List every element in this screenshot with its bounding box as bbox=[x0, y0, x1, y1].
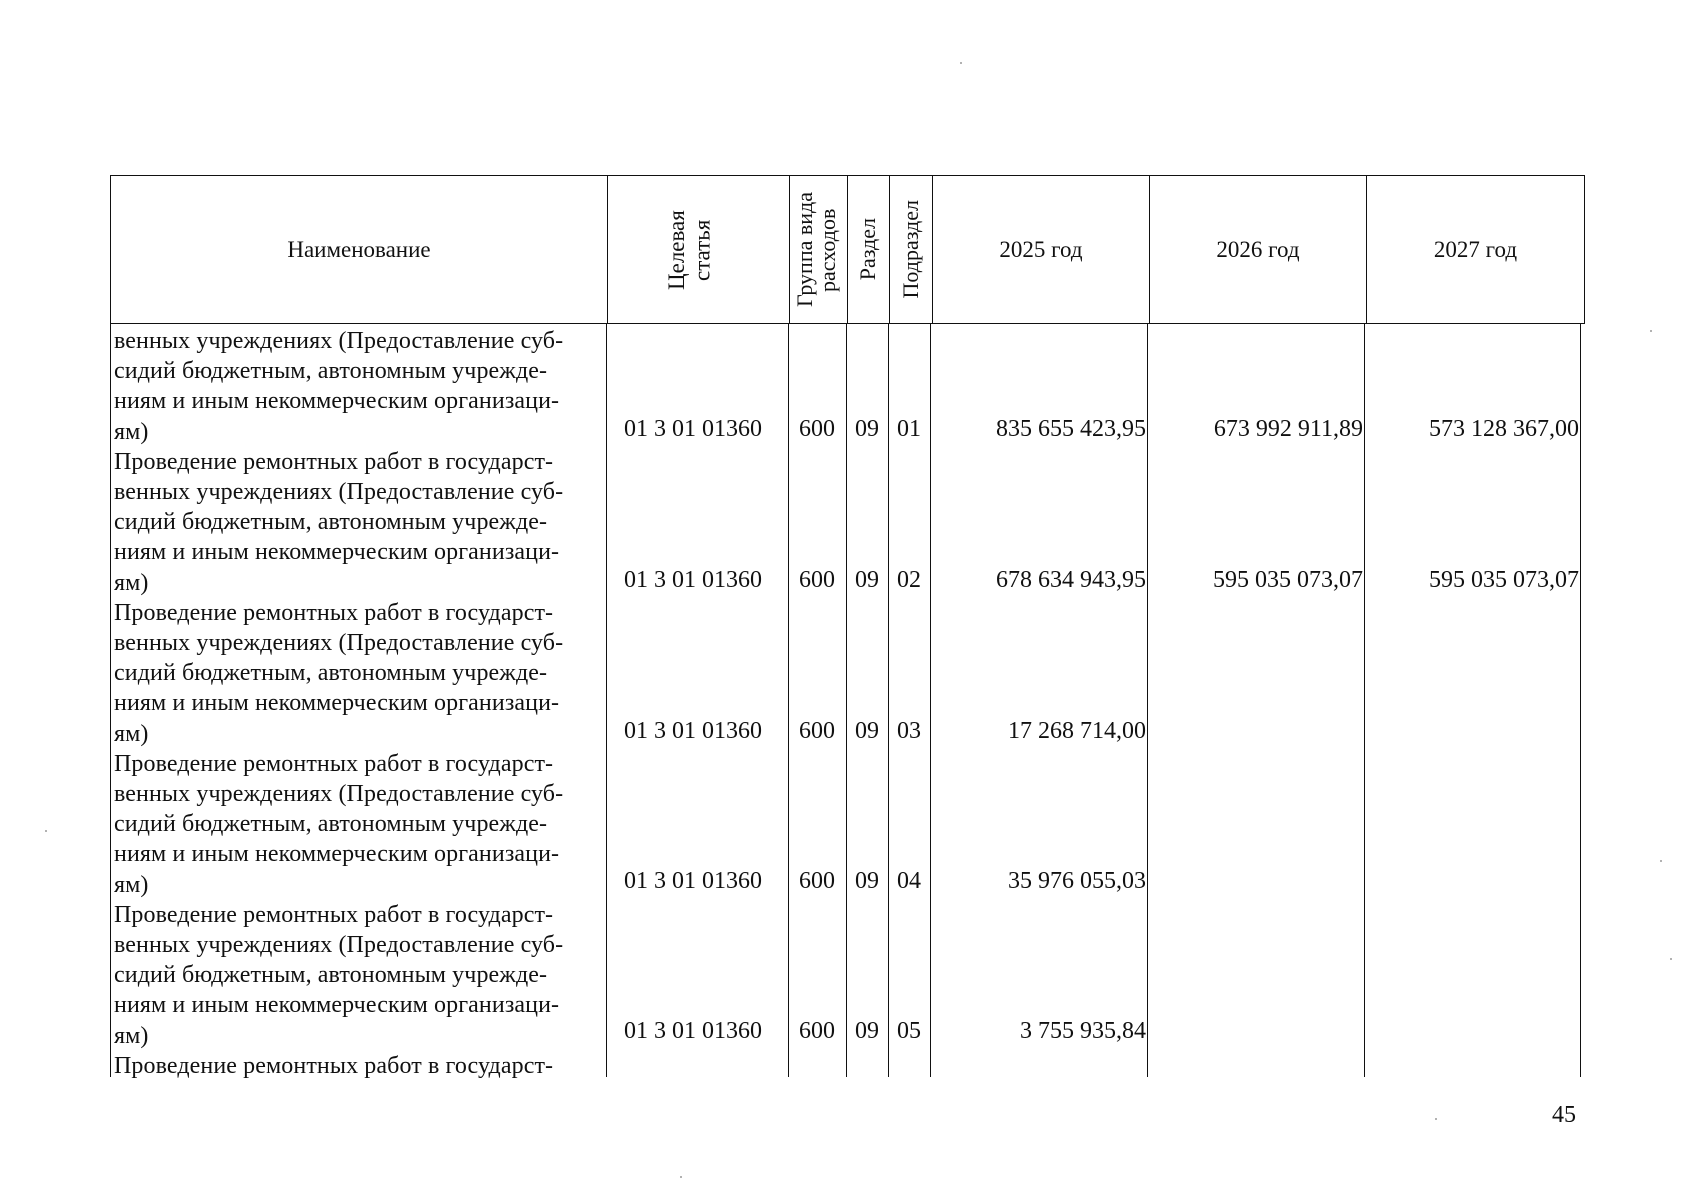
subsection-code: 05 bbox=[897, 1018, 921, 1044]
column-rule bbox=[888, 324, 889, 1077]
header-group-text: Группа вида расходов bbox=[791, 192, 840, 307]
description-line: венных учреждениях (Предоставление суб- bbox=[114, 932, 564, 959]
amount-2025: 17 268 714,00 bbox=[1008, 718, 1146, 744]
amount-2026: 673 992 911,89 bbox=[1213, 416, 1363, 442]
column-rule bbox=[788, 324, 789, 1077]
group-code: 600 bbox=[799, 1018, 835, 1044]
header-2027 bbox=[1367, 176, 1584, 323]
column-rule bbox=[930, 324, 931, 1077]
header-2026 bbox=[1150, 176, 1367, 323]
header-section-text: Раздел bbox=[855, 218, 881, 281]
target-code: 01 3 01 01360 bbox=[624, 868, 762, 894]
description-line: сидий бюджетным, автономным учрежде- bbox=[114, 962, 548, 989]
description-line: венных учреждениях (Предоставление суб- bbox=[114, 479, 564, 506]
amount-2027: 595 035 073,07 bbox=[1429, 567, 1579, 593]
scan-speck bbox=[1435, 1118, 1437, 1120]
description-line: ниям и иным некоммерческим организаци- bbox=[114, 388, 560, 415]
description-line: венных учреждениях (Предоставление суб- bbox=[114, 328, 564, 354]
description-line: ниям и иным некоммерческим организаци- bbox=[114, 841, 560, 868]
section-code: 09 bbox=[855, 1018, 879, 1044]
header-2026-text: 2026 год bbox=[1216, 236, 1300, 262]
header-subsection-text: Подраздел bbox=[897, 200, 923, 299]
target-code: 01 3 01 01360 bbox=[624, 1018, 762, 1044]
description-line: сидий бюджетным, автономным учрежде- bbox=[114, 358, 548, 385]
description-line: сидий бюджетным, автономным учрежде- bbox=[114, 660, 548, 687]
scan-speck bbox=[1660, 860, 1662, 862]
amount-2025: 835 655 423,95 bbox=[996, 416, 1146, 442]
description-line: Проведение ремонтных работ в государст- bbox=[114, 1052, 554, 1079]
description-line: сидий бюджетным, автономным учрежде- bbox=[114, 509, 548, 536]
amount-2025: 35 976 055,03 bbox=[1008, 868, 1146, 894]
group-code: 600 bbox=[799, 567, 835, 593]
description-line: ям) bbox=[114, 569, 149, 596]
header-2025-text: 2025 год bbox=[999, 236, 1083, 262]
scan-speck bbox=[1670, 958, 1672, 960]
subsection-code: 02 bbox=[897, 567, 921, 593]
section-code: 09 bbox=[855, 567, 879, 593]
page-number: 45 bbox=[1552, 1102, 1576, 1128]
description-line: венных учреждениях (Предоставление суб- bbox=[114, 630, 564, 657]
header-target bbox=[608, 176, 790, 323]
description-line: Проведение ремонтных работ в государст- bbox=[114, 599, 554, 626]
column-rule bbox=[1580, 324, 1581, 1077]
column-rule bbox=[1364, 324, 1365, 1077]
section-code: 09 bbox=[855, 718, 879, 744]
description-line: сидий бюджетным, автономным учрежде- bbox=[114, 811, 548, 838]
description-line: ям) bbox=[114, 720, 149, 747]
description-line: ям) bbox=[114, 871, 149, 898]
group-code: 600 bbox=[799, 416, 835, 442]
target-code: 01 3 01 01360 bbox=[624, 567, 762, 593]
description-line: ям) bbox=[114, 1022, 149, 1049]
header-section bbox=[848, 176, 890, 323]
section-code: 09 bbox=[855, 416, 879, 442]
description-line: ниям и иным некоммерческим организаци- bbox=[114, 992, 560, 1019]
description-line: ниям и иным некоммерческим организаци- bbox=[114, 690, 560, 717]
amount-2025: 3 755 935,84 bbox=[1020, 1018, 1146, 1044]
header-group bbox=[790, 176, 848, 323]
scan-speck bbox=[680, 1176, 682, 1178]
header-2025 bbox=[933, 176, 1150, 323]
amount-2026: 595 035 073,07 bbox=[1213, 567, 1363, 593]
description-line: Проведение ремонтных работ в государст- bbox=[114, 901, 554, 928]
amount-2027: 573 128 367,00 bbox=[1429, 416, 1579, 442]
description-line: Проведение ремонтных работ в государст- bbox=[114, 750, 554, 777]
header-subsection bbox=[890, 176, 933, 323]
subsection-code: 03 bbox=[897, 718, 921, 744]
subsection-code: 01 bbox=[897, 416, 921, 442]
amount-2025: 678 634 943,95 bbox=[996, 567, 1146, 593]
group-code: 600 bbox=[799, 718, 835, 744]
subsection-code: 04 bbox=[897, 868, 921, 894]
header-2027-text: 2027 год bbox=[1433, 236, 1518, 262]
scan-speck bbox=[45, 830, 47, 832]
description-line: венных учреждениях (Предоставление суб- bbox=[114, 781, 564, 808]
header-name bbox=[111, 176, 608, 323]
column-rule bbox=[1147, 324, 1148, 1077]
table-header bbox=[110, 175, 1585, 324]
scan-speck bbox=[960, 62, 962, 64]
scan-speck bbox=[1650, 330, 1652, 332]
target-code: 01 3 01 01360 bbox=[624, 416, 762, 442]
column-rule bbox=[846, 324, 847, 1077]
description-line: Проведение ремонтных работ в государст- bbox=[114, 448, 554, 475]
header-name-text: Наименование bbox=[287, 236, 431, 262]
target-code: 01 3 01 01360 bbox=[624, 718, 762, 744]
header-target-text: Целевая статья bbox=[663, 209, 714, 290]
description-line: ниям и иным некоммерческим организаци- bbox=[114, 539, 560, 566]
group-code: 600 bbox=[799, 868, 835, 894]
description-column bbox=[114, 326, 604, 1081]
section-code: 09 bbox=[855, 868, 879, 894]
column-rule bbox=[110, 324, 111, 1077]
description-line: ям) bbox=[114, 418, 149, 445]
column-rule bbox=[606, 324, 607, 1077]
